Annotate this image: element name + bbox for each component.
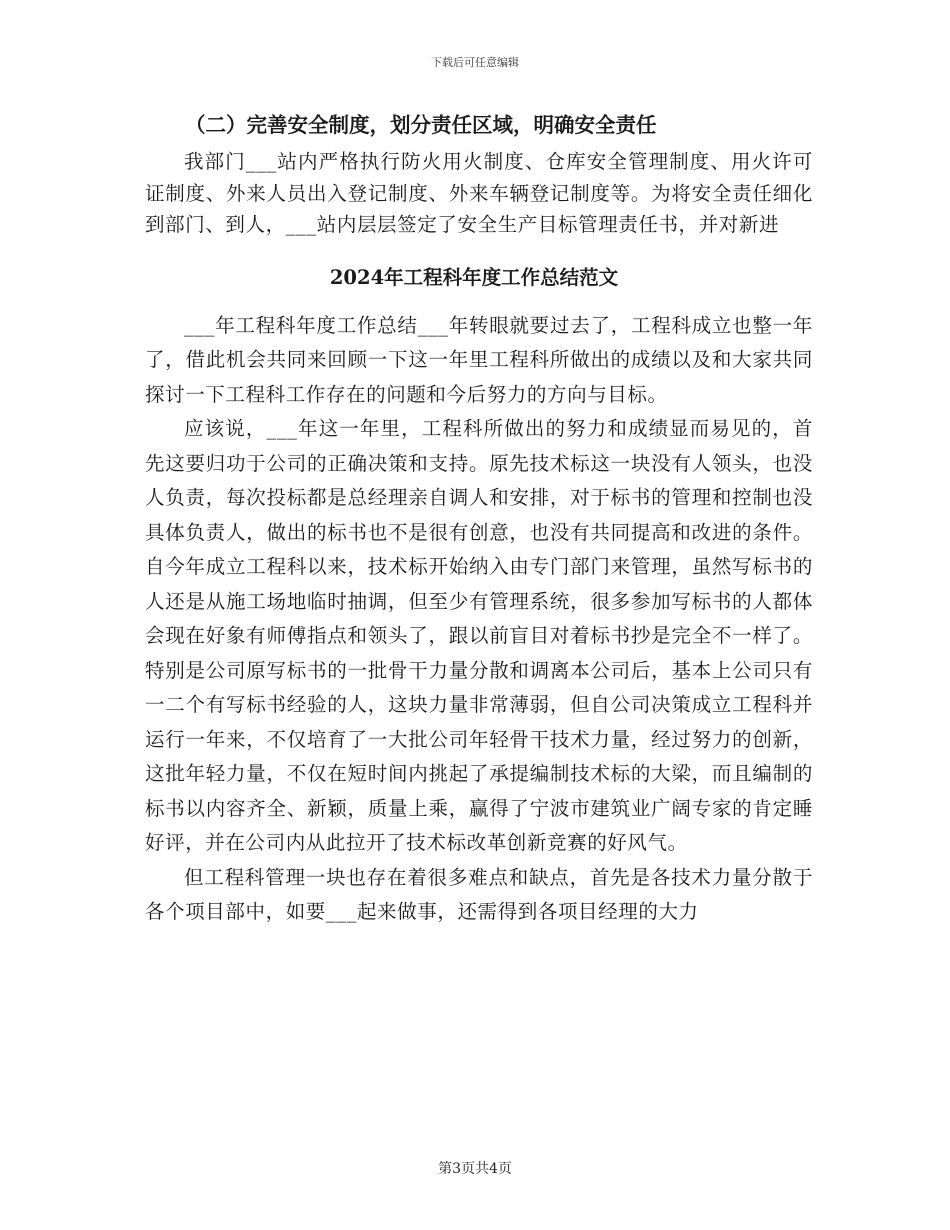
- section-paragraph: 我部门___站内严格执行防火用火制度、仓库安全管理制度、用火许可证制度、外来人员出入登记制度、外来车辆登记制度等。为将安全责任细化到部门、到人，___站内层层签定了安全生产目标管理责任书，并对新进: [145, 150, 813, 236]
- document-title: 2024年工程科年度工作总结范文: [329, 265, 619, 289]
- section-heading: （二）完善安全制度，划分责任区域，明确安全责任: [185, 113, 657, 137]
- page-number: 第3页共4页: [438, 1161, 512, 1177]
- body-paragraph-1: ___年工程科年度工作总结___年转眼就要过去了，工程科成立也整一年了，借此机会共同来回顾一下这一年里工程科所做出的成绩以及和大家共同探讨一下工程科工作存在的问题和今后努力的方向与目标。: [145, 313, 813, 406]
- body-paragraph-2: 应该说，___年这一年里，工程科所做出的努力和成绩显而易见的，首先这要归功于公司的正确决策和支持。原先技术标这一块没有人领头，也没人负责，每次投标都是总经理亲自调人和安排，对于标书的管理和控制也没具体负责人，做出的标书也不是很有创意，也没有共同提高和改进的条件。自今年成立工程科以来，技术标开始纳入由专门部门来管理，虽然写标书的人还是从施工场地临时抽调，但至少有管理系统，很多参加写标书的人都体会现在好象有师傅指点和领头了，跟以前盲目对着标书抄是完全不一样了。特别是公司原写标书的一批骨干力量分散和调离本公司后，基本上公司只有一二个有写标书经验的人，这块力量非常薄弱，但自公司决策成立工程科并运行一年来，不仅培育了一大批公司年轻骨干技术力量，经过努力的创新，这批年轻力量，不仅在短时间内挑起了承提编制技术标的大梁，而且编制的标书以内容齐全、新颖，质量上乘，赢得了宁波市建筑业广阔专家的肯定睡好评，并在公司内从此拉开了技术标改革创新竞赛的好风气。: [145, 417, 813, 854]
- page-header-note: 下载后可任意编辑: [431, 56, 519, 69]
- document-body: [145, 108, 813, 930]
- body-paragraph-3: 但工程科管理一块也存在着很多难点和缺点，首先是各技术力量分散于各个项目部中，如要___起来做事，还需得到各项目经理的大力: [145, 865, 813, 923]
